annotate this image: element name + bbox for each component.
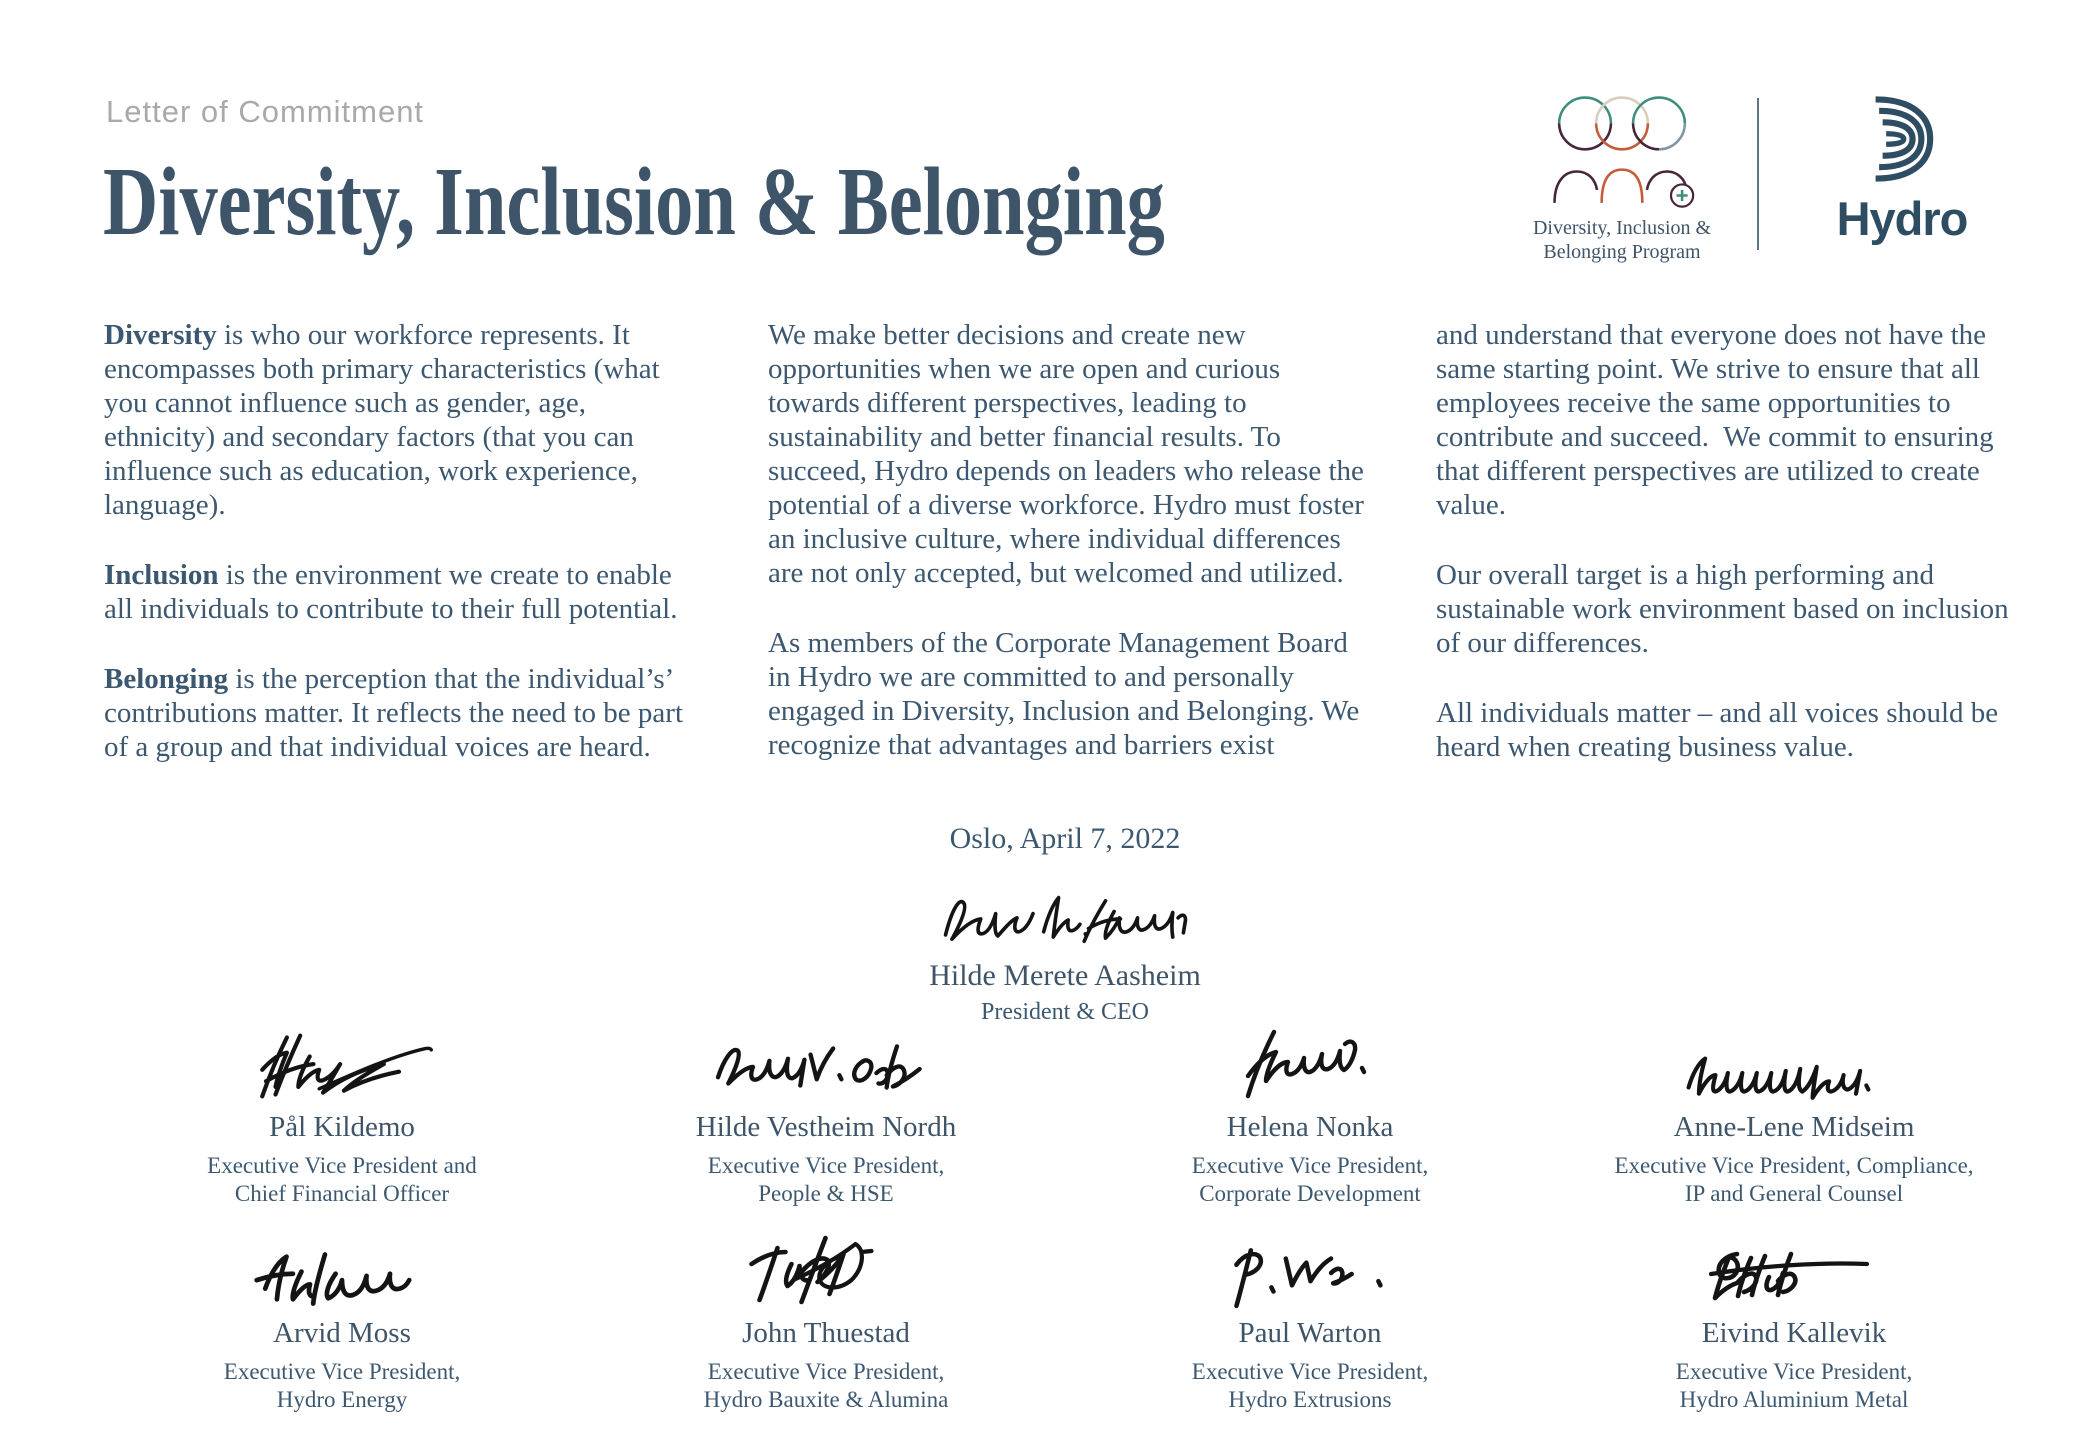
lead-word-inclusion: Inclusion <box>104 559 219 591</box>
paragraph: All individuals matter – and all voices should be heard when creating business value. <box>1436 697 2006 763</box>
signature-pal-kildemo-icon <box>237 1028 447 1104</box>
title-line-2: Hydro Extrusions <box>1228 1387 1392 1412</box>
dateline: Oslo, April 7, 2022 <box>949 822 1181 855</box>
signature-block-helena-nonka <box>1068 1026 1552 1208</box>
signatory-name: Hilde Vestheim Nordh <box>695 1111 957 1143</box>
signature-anne-lene-midseim-icon <box>1669 1042 1919 1104</box>
signature-ink-ceo <box>815 886 1315 952</box>
page-title: Diversity, Inclusion & Belonging <box>103 148 1165 256</box>
signature-block-paul-warton <box>1068 1232 1552 1414</box>
signature-block-john-thuestad <box>584 1232 1068 1414</box>
signature-block-arvid-moss <box>100 1232 584 1414</box>
signature-ink <box>100 1026 584 1104</box>
title-line-2: Chief Financial Officer <box>234 1181 450 1206</box>
signature-ink <box>584 1026 1068 1104</box>
signature-ink <box>584 1232 1068 1310</box>
paragraph-text: is who our workforce represents. It encompasses both primary characteristics (what you cannot influence such as gender, age, ethnicity) and secondary factors (that you can influence such as education, work experience, language). <box>104 319 667 521</box>
signatory-name: Hilde Merete Aasheim <box>929 959 1201 992</box>
signature-ceo-icon <box>925 888 1205 952</box>
signature-block-ceo <box>815 886 1315 1026</box>
signature-arvid-moss-icon <box>242 1246 442 1310</box>
hydro-wordmark: Hydro <box>1836 192 1968 245</box>
signature-row-2 <box>100 1232 2036 1414</box>
signature-eivind-kallevik-icon <box>1689 1240 1899 1310</box>
title-line-1: Executive Vice President, <box>707 1153 945 1178</box>
signatory-title <box>1068 1358 1552 1414</box>
dib-program-logo <box>1522 92 1722 264</box>
lead-word-belonging: Belonging <box>104 663 229 695</box>
signatory-name: Pål Kildemo <box>269 1111 415 1143</box>
title-line-2: IP and General Counsel <box>1684 1181 1904 1206</box>
dib-program-icon <box>1543 92 1701 214</box>
signatory-title <box>1552 1358 2036 1414</box>
title-line-1: Executive Vice President, <box>1191 1359 1429 1384</box>
signatory-title <box>584 1358 1068 1414</box>
signature-ink <box>1552 1232 2036 1310</box>
logo-divider <box>1757 98 1759 250</box>
signatory-title: President & CEO <box>981 999 1149 1025</box>
paragraph: Our overall target is a high performing and sustainable work environment based on inclusion of our differences. <box>1436 559 2016 659</box>
signature-helena-nonka-icon <box>1235 1024 1385 1104</box>
title-line-1: Executive Vice President, <box>223 1359 461 1384</box>
signatory-name: John Thuestad <box>742 1317 910 1349</box>
paragraph-inclusion <box>104 558 704 626</box>
paragraph: and understand that everyone does not have the same starting point. We strive to ensure that all employees receive the same opportunities to contribute and succeed. We commit to ensuring that different perspectives are utilized to create value. <box>1436 319 2001 521</box>
signatory-name: Helena Nonka <box>1226 1111 1394 1143</box>
signatory-title <box>100 1152 584 1208</box>
paragraph-text: is the environment we create to enable all individuals to contribute to their full potential. <box>104 559 680 625</box>
title-line-2: Hydro Energy <box>276 1387 408 1412</box>
signatory-name: Arvid Moss <box>273 1317 411 1349</box>
dib-caption-line1: Diversity, Inclusion & <box>1532 217 1712 239</box>
title-line-2: People & HSE <box>758 1181 894 1206</box>
signature-hilde-vestheim-nordh-icon <box>701 1032 951 1104</box>
paragraph-diversity <box>104 318 704 522</box>
signature-ink <box>1068 1026 1552 1104</box>
signature-block-pal-kildemo <box>100 1026 584 1208</box>
title-line-1: Executive Vice President, Compliance, <box>1614 1153 1974 1178</box>
signature-grid <box>100 1026 2036 1414</box>
body-columns <box>104 318 2040 800</box>
signature-john-thuestad-icon <box>724 1230 929 1310</box>
signature-row-1 <box>100 1026 2036 1208</box>
signatory-title <box>1068 1152 1552 1208</box>
title-line-1: Executive Vice President and <box>207 1153 477 1178</box>
title-line-1: Executive Vice President, <box>1675 1359 1913 1384</box>
hydro-crescent-icon <box>1858 94 1946 184</box>
signature-ink <box>100 1232 584 1310</box>
signatory-title <box>584 1152 1068 1208</box>
signatory-title <box>100 1358 584 1414</box>
paragraph: As members of the Corporate Management Board in Hydro we are committed to and personally engaged in Diversity, Inclusion and Belonging. We recognize that advantages and barriers exist <box>768 627 1367 761</box>
hydro-logo <box>1812 94 1992 246</box>
signature-block-hilde-vestheim-nordh <box>584 1026 1068 1208</box>
title-line-1: Executive Vice President, <box>1191 1153 1429 1178</box>
signatory-name: Anne-Lene Midseim <box>1673 1111 1915 1143</box>
signature-ink <box>1068 1232 1552 1310</box>
dib-caption-line2: Belonging Program <box>1543 241 1701 263</box>
signatory-name: Paul Warton <box>1238 1317 1382 1349</box>
signature-ink <box>1552 1026 2036 1104</box>
paragraph-text: is the perception that the individual’s’ contributions matter. It reflects the need to be part of a group and that individual voices are heard. <box>104 663 691 763</box>
paragraph-belonging <box>104 662 704 764</box>
title-line-2: Corporate Development <box>1199 1181 1421 1206</box>
signatory-name: Eivind Kallevik <box>1701 1317 1887 1349</box>
column-3 <box>1436 318 2036 800</box>
document-eyebrow: Letter of Commitment <box>106 94 425 129</box>
lead-word-diversity: Diversity <box>104 319 217 351</box>
signature-block-anne-lene-midseim <box>1552 1026 2036 1208</box>
signatory-title <box>1552 1152 2036 1208</box>
title-line-2: Hydro Bauxite & Alumina <box>703 1387 949 1412</box>
title-line-2: Hydro Aluminium Metal <box>1679 1387 1909 1412</box>
column-1 <box>104 318 704 800</box>
column-2 <box>768 318 1372 800</box>
dib-caption <box>1522 216 1722 264</box>
signature-paul-warton-icon <box>1218 1238 1403 1310</box>
signature-block-eivind-kallevik <box>1552 1232 2036 1414</box>
paragraph: We make better decisions and create new opportunities when we are open and curious towards different perspectives, leading to sustainability and better financial results. To succeed, Hydro depends on leaders who release the potential of a diverse workforce. Hydro must foster an inclusive culture, where individual differences are not only accepted, but welcomed and utilized. <box>768 319 1372 589</box>
title-line-1: Executive Vice President, <box>707 1359 945 1384</box>
